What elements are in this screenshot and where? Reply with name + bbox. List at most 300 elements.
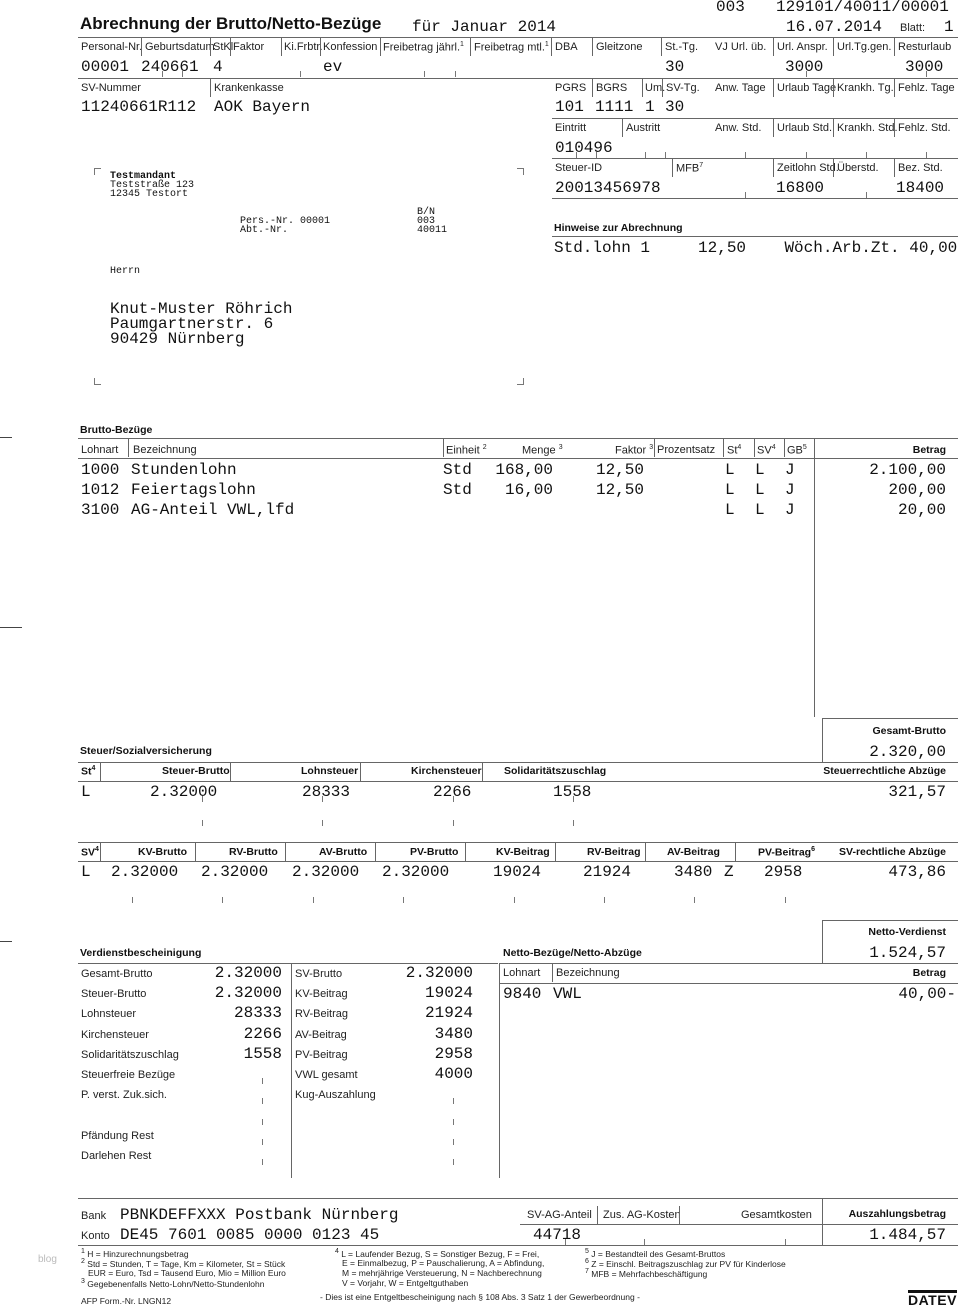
verdienst-label: Gesamt-Brutto (81, 968, 153, 980)
label-steuer-id: Steuer-ID (555, 162, 603, 174)
divider (78, 1198, 958, 1199)
divider (500, 963, 958, 964)
brutto-faktor: 12,50 (595, 481, 644, 499)
netto-betrag: 40,00- (898, 985, 956, 1003)
label-austritt: Austritt (626, 122, 661, 134)
divider (443, 439, 444, 457)
value-bez-std: 18400 (896, 179, 945, 197)
netto-col-lohnart: Lohnart (503, 967, 541, 979)
divider (773, 159, 774, 177)
divider (822, 718, 823, 762)
netto-verdienst-value: 1.524,57 (869, 944, 946, 962)
sv-col-abzuege: SV-rechtliche Abzüge (839, 846, 946, 858)
divider (230, 38, 231, 56)
tick (453, 1119, 454, 1125)
divider (552, 236, 958, 237)
blatt-label: Blatt: (900, 22, 926, 34)
gesamtkosten-label: Gesamtkosten (741, 1209, 812, 1221)
divider (281, 38, 282, 56)
divider (141, 38, 142, 56)
fold-mark (0, 437, 12, 438)
bank-label: Bank (81, 1210, 107, 1222)
divider (672, 159, 673, 177)
col-einheit: Einheit $^2$ (446, 444, 487, 457)
tick (453, 1159, 454, 1165)
label-anw-tage: Anw. Tage (715, 82, 766, 94)
sv-col-rv-brutto: RV-Brutto (229, 846, 278, 858)
sv-col-kv-brutto: KV-Brutto (138, 846, 187, 858)
brutto-st: L (725, 481, 735, 499)
sv-sv: L (81, 863, 91, 881)
value-bgrs: 1111 (595, 98, 634, 116)
salutation: Herrn (110, 266, 141, 277)
value-sv-nummer: 11240661R112 (81, 98, 197, 116)
divider (100, 843, 101, 861)
sender-street: Teststraße 123 (110, 180, 195, 191)
value-um: 1 (645, 98, 655, 116)
tick (300, 71, 301, 77)
tick (455, 71, 456, 77)
tick (202, 796, 203, 802)
steuer-brutto: 2.32000 (150, 783, 218, 801)
divider (78, 1245, 958, 1246)
divider (482, 763, 483, 781)
blatt-value: 1 (944, 18, 954, 36)
label-fehlz-tage: Fehlz. Tage (898, 82, 955, 94)
netto-abzuege-title: Netto-Bezüge/Netto-Abzüge (503, 947, 642, 959)
soli: 1558 (553, 783, 592, 801)
value-eintritt: 010496 (555, 139, 613, 157)
corner-mark (94, 168, 101, 175)
hinweise-label: Hinweise zur Abrechnung (554, 222, 683, 234)
footnote: $^1$ H = Hinzurechnungsbetrag (81, 1248, 189, 1259)
sender-name: Testmandant (110, 171, 177, 182)
verdienst-value: 1558 (243, 1045, 282, 1063)
divider (210, 38, 211, 56)
sv-col-rv-beitrag: RV-Beitrag (587, 846, 641, 858)
hinweise-text: Std.lohn 1 12,50 Wöch.Arb.Zt. 40,00 (554, 239, 958, 257)
divider (465, 843, 466, 861)
sender-city: 12345 Testort (110, 189, 189, 200)
footnote: $^6$ Z = Einschl. Beitragszuschlag zur PV für Kinderlose (585, 1258, 786, 1269)
divider (833, 119, 834, 137)
value-personal-nr: 00001 (81, 58, 130, 76)
abt-nr-label: Abt.-Nr. (240, 225, 289, 236)
tick (262, 1078, 263, 1084)
bank-value: PBNKDEFFXXX Postbank Nürnberg (120, 1206, 399, 1224)
col-sv: $SV^4$ (757, 444, 776, 457)
code-top: 003 (716, 0, 745, 16)
label-freibetrag-jaehrl: Freibetrag jährl.$^1$ (383, 41, 464, 54)
tick (262, 1119, 263, 1125)
steuer-col-kirchensteuer: Kirchensteuer (411, 765, 482, 777)
tick (262, 1098, 263, 1104)
label-kifrbtr: Ki.Frbtr. (284, 41, 323, 53)
av-beitrag: 3480 (674, 863, 713, 881)
brutto-title: Brutto-Bezüge (80, 424, 153, 436)
brutto-lohnart: 3100 (81, 501, 120, 519)
gesamt-brutto-value: 2.320,00 (869, 743, 946, 761)
label-url-tg-gen: Url.Tg.gen. (837, 41, 892, 53)
verdienst-value: 2.32000 (405, 964, 473, 982)
brutto-bezeichnung: Stundenlohn (131, 461, 237, 479)
brutto-bezeichnung: Feiertagslohn (131, 481, 256, 499)
divider (78, 781, 958, 782)
divider (552, 118, 958, 119)
verdienst-label: VWL gesamt (295, 1069, 358, 1081)
steuer-col-soli: Solidaritätszuschlag (504, 765, 607, 777)
value-st-tg: 30 (665, 58, 685, 76)
steuer-col-lohnsteuer: Lohnsteuer (301, 765, 359, 777)
sv-col-sv: $SV^4$ (81, 846, 99, 859)
label-gleitzone: Gleitzone (596, 41, 643, 53)
value-steuer-id: 20013456978 (555, 179, 661, 197)
recipient-name: Knut-Muster Röhrich (110, 300, 293, 318)
tick (262, 1139, 263, 1145)
tick (694, 897, 695, 903)
label-krankenkasse: Krankenkasse (214, 82, 284, 94)
brutto-betrag: 20,00 (897, 501, 946, 519)
tick (514, 897, 515, 903)
divider (773, 38, 774, 56)
brutto-st: L (725, 501, 735, 519)
divider (822, 718, 958, 719)
label-freibetrag-mtl: Freibetrag mtl.$^1$ (474, 41, 549, 54)
divider (833, 79, 834, 97)
footnote: $^5$ J = Bestandteil des Gesamt-Bruttos (585, 1248, 726, 1259)
divider (195, 843, 196, 861)
divider (100, 763, 101, 781)
divider (592, 38, 593, 56)
col-faktor: Faktor $^3$ (615, 444, 654, 457)
brutto-menge: 16,00 (504, 481, 553, 499)
verdienst-label: Steuerfreie Bezüge (81, 1069, 176, 1081)
kirchensteuer: 2266 (433, 783, 472, 801)
brutto-menge: 168,00 (495, 461, 553, 479)
brutto-bezeichnung: AG-Anteil VWL,lfd (131, 501, 295, 519)
label-personal-nr: Personal-Nr. (81, 41, 143, 53)
steuer-col-abzuege: Steuerrechtliche Abzüge (823, 765, 946, 777)
divider (723, 439, 724, 457)
recipient-street: Paumgartnerstr. 6 (110, 315, 274, 333)
footnote: $^2$ Std = Stunden, T = Tage, Km = Kilometer, St = Stück (81, 1258, 286, 1269)
divider (552, 964, 553, 982)
col-bezeichnung: Bezeichnung (133, 444, 197, 456)
value-pgrs: 101 (555, 98, 584, 116)
divider (291, 963, 292, 1178)
divider (642, 79, 643, 97)
netto-col-betrag: Betrag (912, 967, 946, 979)
value-stkl: 4 (213, 58, 223, 76)
divider (78, 762, 958, 763)
tick (182, 71, 183, 77)
tick (785, 897, 786, 903)
tick (453, 820, 454, 826)
pv-beitrag: 2958 (764, 863, 803, 881)
verdienst-value: 4000 (434, 1065, 473, 1083)
form-nr: AFP Form.-Nr. LNGN12 (81, 1296, 172, 1306)
brutto-faktor: 12,50 (595, 461, 644, 479)
fold-mark (0, 941, 12, 942)
divider (360, 763, 361, 781)
divider (552, 158, 958, 159)
divider (822, 1198, 823, 1245)
divider (380, 38, 381, 56)
value-geburtsdatum: 240661 (141, 58, 199, 76)
ref-number: 129101/40011/00001 (776, 0, 949, 16)
footnote: EUR = Euro, Tsd = Tausend Euro, Mio = Million Euro (88, 1268, 286, 1278)
verdienst-value: 28333 (233, 1004, 282, 1022)
netto-col-bezeichnung: Bezeichnung (556, 967, 620, 979)
verdienst-label: AV-Beitrag (295, 1029, 347, 1041)
verdienst-label: SV-Brutto (295, 968, 343, 980)
tick (132, 897, 133, 903)
label-urlaub-std: Urlaub Std. (777, 122, 833, 134)
steuer-col-st: St$^4$ (81, 765, 96, 778)
label-eintritt: Eintritt (555, 122, 587, 134)
divider (645, 843, 646, 861)
sv-ag-value: 44718 (533, 1226, 582, 1244)
value-sv-tg: 30 (665, 98, 685, 116)
divider (230, 763, 231, 781)
divider (894, 119, 895, 137)
konto-value: DE45 7601 0085 0000 0123 45 (120, 1226, 380, 1244)
datev-logo: DATEV (908, 1292, 957, 1308)
label-krankh-std: Krankh. Std. (837, 122, 898, 134)
corner-mark (517, 168, 524, 175)
divider (679, 1206, 680, 1224)
value-zeitlohn-std: 16800 (776, 179, 825, 197)
label-bgrs: BGRS (596, 82, 628, 94)
divider (499, 963, 500, 1178)
label-st-tg: St.-Tg. (665, 41, 699, 53)
verdienst-label: Kug-Auszahlung (295, 1089, 376, 1101)
steuer-col-steuer-brutto: Steuer-Brutto (162, 765, 230, 777)
auszahlung-value: 1.484,57 (869, 1226, 946, 1244)
sv-col-pv-brutto: PV-Brutto (410, 846, 459, 858)
divider (597, 1206, 598, 1224)
brutto-lohnart: 1012 (81, 481, 120, 499)
value-krankenkasse: AOK Bayern (214, 98, 311, 116)
zus-ag-label: Zus. AG-Kosten (603, 1209, 681, 1221)
divider (78, 458, 958, 459)
label-vj-url: VJ Url. üb. (715, 41, 767, 53)
label-mfb: MFB$^7$ (676, 162, 704, 175)
corner-mark (517, 378, 524, 385)
tick (453, 1139, 454, 1145)
pers-nr: Pers.-Nr. 00001 (240, 216, 331, 227)
tick (453, 796, 454, 802)
footnote: $^7$ MFB = Mehrfachbeschäftigung (585, 1268, 708, 1279)
label-um: Um. (645, 82, 666, 94)
tick (322, 796, 323, 802)
lohnsteuer: 28333 (302, 783, 351, 801)
gesamt-brutto-label: Gesamt-Brutto (872, 725, 946, 737)
divider (822, 920, 823, 963)
divider (128, 439, 129, 457)
tick (322, 820, 323, 826)
brutto-lohnart: 1000 (81, 461, 120, 479)
recipient-city: 90429 Nürnberg (110, 330, 245, 348)
label-bez-std: Bez. Std. (898, 162, 943, 174)
col-prozentsatz: Prozentsatz (657, 444, 716, 456)
tick (162, 71, 163, 77)
divider (814, 439, 815, 717)
sv-col-kv-beitrag: KV-Beitrag (496, 846, 550, 858)
tick (202, 820, 203, 826)
brutto-sv: L (755, 481, 765, 499)
divider (822, 920, 958, 921)
label-konfession: Konfession (323, 41, 378, 53)
netto-lohnart: 9840 (503, 985, 542, 1003)
label-faktor: Faktor (233, 41, 265, 53)
brutto-st: L (725, 461, 735, 479)
label-stkl: StKl (213, 41, 234, 53)
verdienst-label: Solidaritätszuschlag (81, 1049, 179, 1061)
steuer-abzuege: 321,57 (888, 783, 946, 801)
footnote: $^3$ Gegebenenfalls Netto-Lohn/Netto-Stundenlohn (81, 1278, 265, 1289)
label-dba: DBA (555, 41, 578, 53)
col-lohnart: Lohnart (81, 444, 119, 456)
divider (894, 79, 895, 97)
divider (894, 38, 895, 56)
sv-col-av-brutto: AV-Brutto (319, 846, 368, 858)
label-geburtsdatum: Geburtsdatum (145, 41, 215, 53)
col-st: St$^4$ (727, 444, 742, 457)
divider (592, 79, 593, 97)
verdienst-label: Darlehen Rest (81, 1150, 152, 1162)
fold-mark (0, 627, 22, 628)
period: für Januar 2014 (412, 18, 557, 36)
verdienst-value: 2.32000 (214, 984, 282, 1002)
divider (552, 198, 958, 199)
divider (894, 159, 895, 177)
tick (604, 897, 605, 903)
divider (735, 843, 736, 861)
divider (754, 439, 755, 457)
tick (573, 820, 574, 826)
corner-mark (94, 378, 101, 385)
tick (262, 1159, 263, 1165)
tick (573, 796, 574, 802)
netto-verdienst-label: Netto-Verdienst (868, 926, 946, 938)
divider (500, 983, 958, 984)
watermark: blog (38, 1254, 57, 1265)
divider (78, 438, 958, 439)
col-menge: Menge $^3$ (522, 444, 563, 457)
verdienst-label: P. verst. Zuk.sich. (81, 1089, 167, 1101)
label-urlaub-tage: Urlaub Tage (777, 82, 837, 94)
verdienst-value: 2.32000 (214, 964, 282, 982)
kv-brutto: 2.32000 (111, 863, 179, 881)
divider (78, 842, 958, 843)
verdienst-label: Kirchensteuer (81, 1029, 149, 1041)
tick (453, 1098, 454, 1104)
label-pgrs: PGRS (555, 82, 587, 94)
av-brutto: 2.32000 (292, 863, 360, 881)
label-url-anspr: Url. Anspr. (777, 41, 828, 53)
label-ueberstd: Überstd. (837, 162, 879, 174)
label-anw-std: Anw. Std. (715, 122, 762, 134)
verdienst-value: 2266 (243, 1025, 282, 1043)
sv-abzuege: 473,86 (888, 863, 946, 881)
tick (313, 897, 314, 903)
sv-col-pv-beitrag: PV-Beitrag$^6$ (758, 846, 816, 859)
tick (806, 71, 807, 77)
footnote: $^4$ L = Laufender Bezug, S = Sonstiger Bezug, F = Frei, (335, 1248, 540, 1259)
bn-value2: 40011 (417, 225, 448, 236)
tick (424, 71, 425, 77)
brutto-betrag: 200,00 (888, 481, 946, 499)
verdienst-label: Steuer-Brutto (81, 988, 147, 1000)
brutto-gb: J (785, 481, 795, 499)
brutto-einheit: Std (443, 461, 472, 479)
divider (654, 439, 655, 457)
kv-beitrag: 19024 (493, 863, 542, 881)
brutto-sv: L (755, 501, 765, 519)
legal-note: - Dies ist eine Entgeltbescheinigung nach § 108 Abs. 3 Satz 1 der Gewerbeordnung - (320, 1292, 640, 1302)
verdienst-label: Lohnsteuer (81, 1008, 137, 1020)
verdienst-title: Verdienstbescheinigung (80, 947, 202, 959)
verdienst-label: KV-Beitrag (295, 988, 348, 1000)
footnote: M = mehrjährige Versteuerung, N = Nachberechnung (342, 1268, 542, 1278)
divider (470, 38, 471, 56)
bn-label: B/N (417, 207, 436, 218)
divider (773, 119, 774, 137)
divider (661, 38, 662, 56)
verdienst-value: 3480 (434, 1025, 473, 1043)
date: 16.07.2014 (786, 18, 883, 36)
tick (222, 897, 223, 903)
page-title: Abrechnung der Brutto/Netto-Bezüge (80, 14, 382, 33)
divider (551, 38, 552, 56)
col-betrag: Betrag (912, 444, 946, 456)
label-sv-tg: SV-Tg. (666, 82, 700, 94)
label-sv-nummer: SV-Nummer (81, 82, 141, 94)
divider (520, 1224, 958, 1225)
brutto-einheit: Std (443, 481, 472, 499)
brutto-gb: J (785, 501, 795, 519)
footnote: V = Vorjahr, W = Entgeltguthaben (342, 1278, 469, 1288)
label-zeitlohn-std: Zeitlohn Std. (777, 162, 839, 174)
divider (375, 843, 376, 861)
col-gb: $GB^5$ (787, 444, 807, 457)
verdienst-value: 19024 (424, 984, 473, 1002)
konto-label: Konto (81, 1230, 110, 1242)
divider (833, 38, 834, 56)
divider (662, 79, 663, 97)
av-flag: Z (724, 863, 734, 881)
divider (555, 843, 556, 861)
label-krankh-tg: Krankh. Tg. (837, 82, 894, 94)
value-konfession: ev (323, 58, 343, 76)
label-fehlz-std: Fehlz. Std. (898, 122, 951, 134)
steuer-st: L (81, 783, 91, 801)
divider (285, 843, 286, 861)
value-resturlaub: 3000 (905, 58, 944, 76)
sv-col-av-beitrag: AV-Beitrag (667, 846, 720, 858)
divider (210, 79, 211, 97)
label-resturlaub: Resturlaub (898, 41, 952, 53)
divider (773, 79, 774, 97)
brutto-gb: J (785, 461, 795, 479)
rv-beitrag: 21924 (583, 863, 632, 881)
value-url-anspr: 3000 (785, 58, 824, 76)
netto-bezeichnung: VWL (553, 985, 582, 1003)
sv-ag-label: SV-AG-Anteil (527, 1209, 592, 1221)
verdienst-label: RV-Beitrag (295, 1008, 348, 1020)
tick (926, 71, 927, 77)
